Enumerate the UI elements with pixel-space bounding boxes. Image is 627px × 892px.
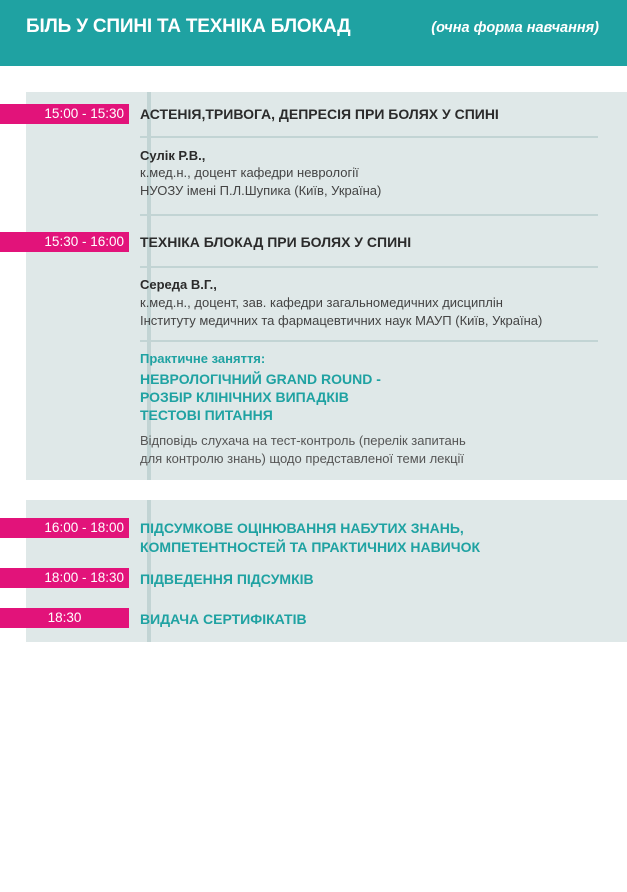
speaker-name: Середа В.Г., (140, 277, 217, 292)
time-badge: 18:00 - 18:30 (0, 568, 129, 588)
final-session-title: ВИДАЧА СЕРТИФІКАТІВ (140, 611, 307, 627)
session-title: АСТЕНІЯ,ТРИВОГА, ДЕПРЕСІЯ ПРИ БОЛЯХ У СПИНІ (140, 106, 499, 122)
page-header (0, 0, 627, 66)
separator-line (140, 214, 598, 216)
separator-line (140, 136, 598, 138)
practical-title-line: НЕВРОЛОГІЧНИЙ GRAND ROUND - (140, 371, 381, 387)
final-session-title: КОМПЕТЕНТНОСТЕЙ ТА ПРАКТИЧНИХ НАВИЧОК (140, 539, 481, 555)
separator-line (140, 340, 598, 342)
speaker-affiliation: Інституту медичних та фармацевтичних наук МАУП (Київ, Україна) (140, 313, 543, 328)
speaker-position: к.мед.н., доцент, зав. кафедри загальномедичних дисциплін (140, 295, 503, 310)
final-session-title: ПІДВЕДЕННЯ ПІДСУМКІВ (140, 571, 314, 587)
speaker-position: к.мед.н., доцент кафедри неврології (140, 165, 359, 180)
speaker-name: Сулік Р.В., (140, 148, 206, 163)
practical-label: Практичне заняття: (140, 351, 266, 366)
practical-description: для контролю знань) щодо представленої теми лекції (140, 451, 465, 466)
time-badge: 16:00 - 18:00 (0, 518, 129, 538)
speaker-affiliation: НУОЗУ імені П.Л.Шупика (Київ, Україна) (140, 183, 382, 198)
practical-description: Відповідь слухача на тест-контроль (перелік запитань (140, 433, 466, 448)
session-title: ТЕХНІКА БЛОКАД ПРИ БОЛЯХ У СПИНІ (140, 234, 412, 250)
practical-title-line: ТЕСТОВІ ПИТАННЯ (140, 407, 273, 423)
practical-title-line: РОЗБІР КЛІНІЧНИХ ВИПАДКІВ (140, 389, 349, 405)
final-session-title: ПІДСУМКОВЕ ОЦІНЮВАННЯ НАБУТИХ ЗНАНЬ, (140, 520, 464, 536)
page-title: БІЛЬ У СПИНІ ТА ТЕХНІКА БЛОКАД (26, 16, 351, 37)
time-badge: 18:30 (0, 608, 129, 628)
separator-line (140, 266, 598, 268)
schedule-panel-lectures (26, 92, 627, 480)
time-badge: 15:00 - 15:30 (0, 104, 129, 124)
page-subtitle: (очна форма навчання) (431, 20, 599, 36)
time-badge: 15:30 - 16:00 (0, 232, 129, 252)
